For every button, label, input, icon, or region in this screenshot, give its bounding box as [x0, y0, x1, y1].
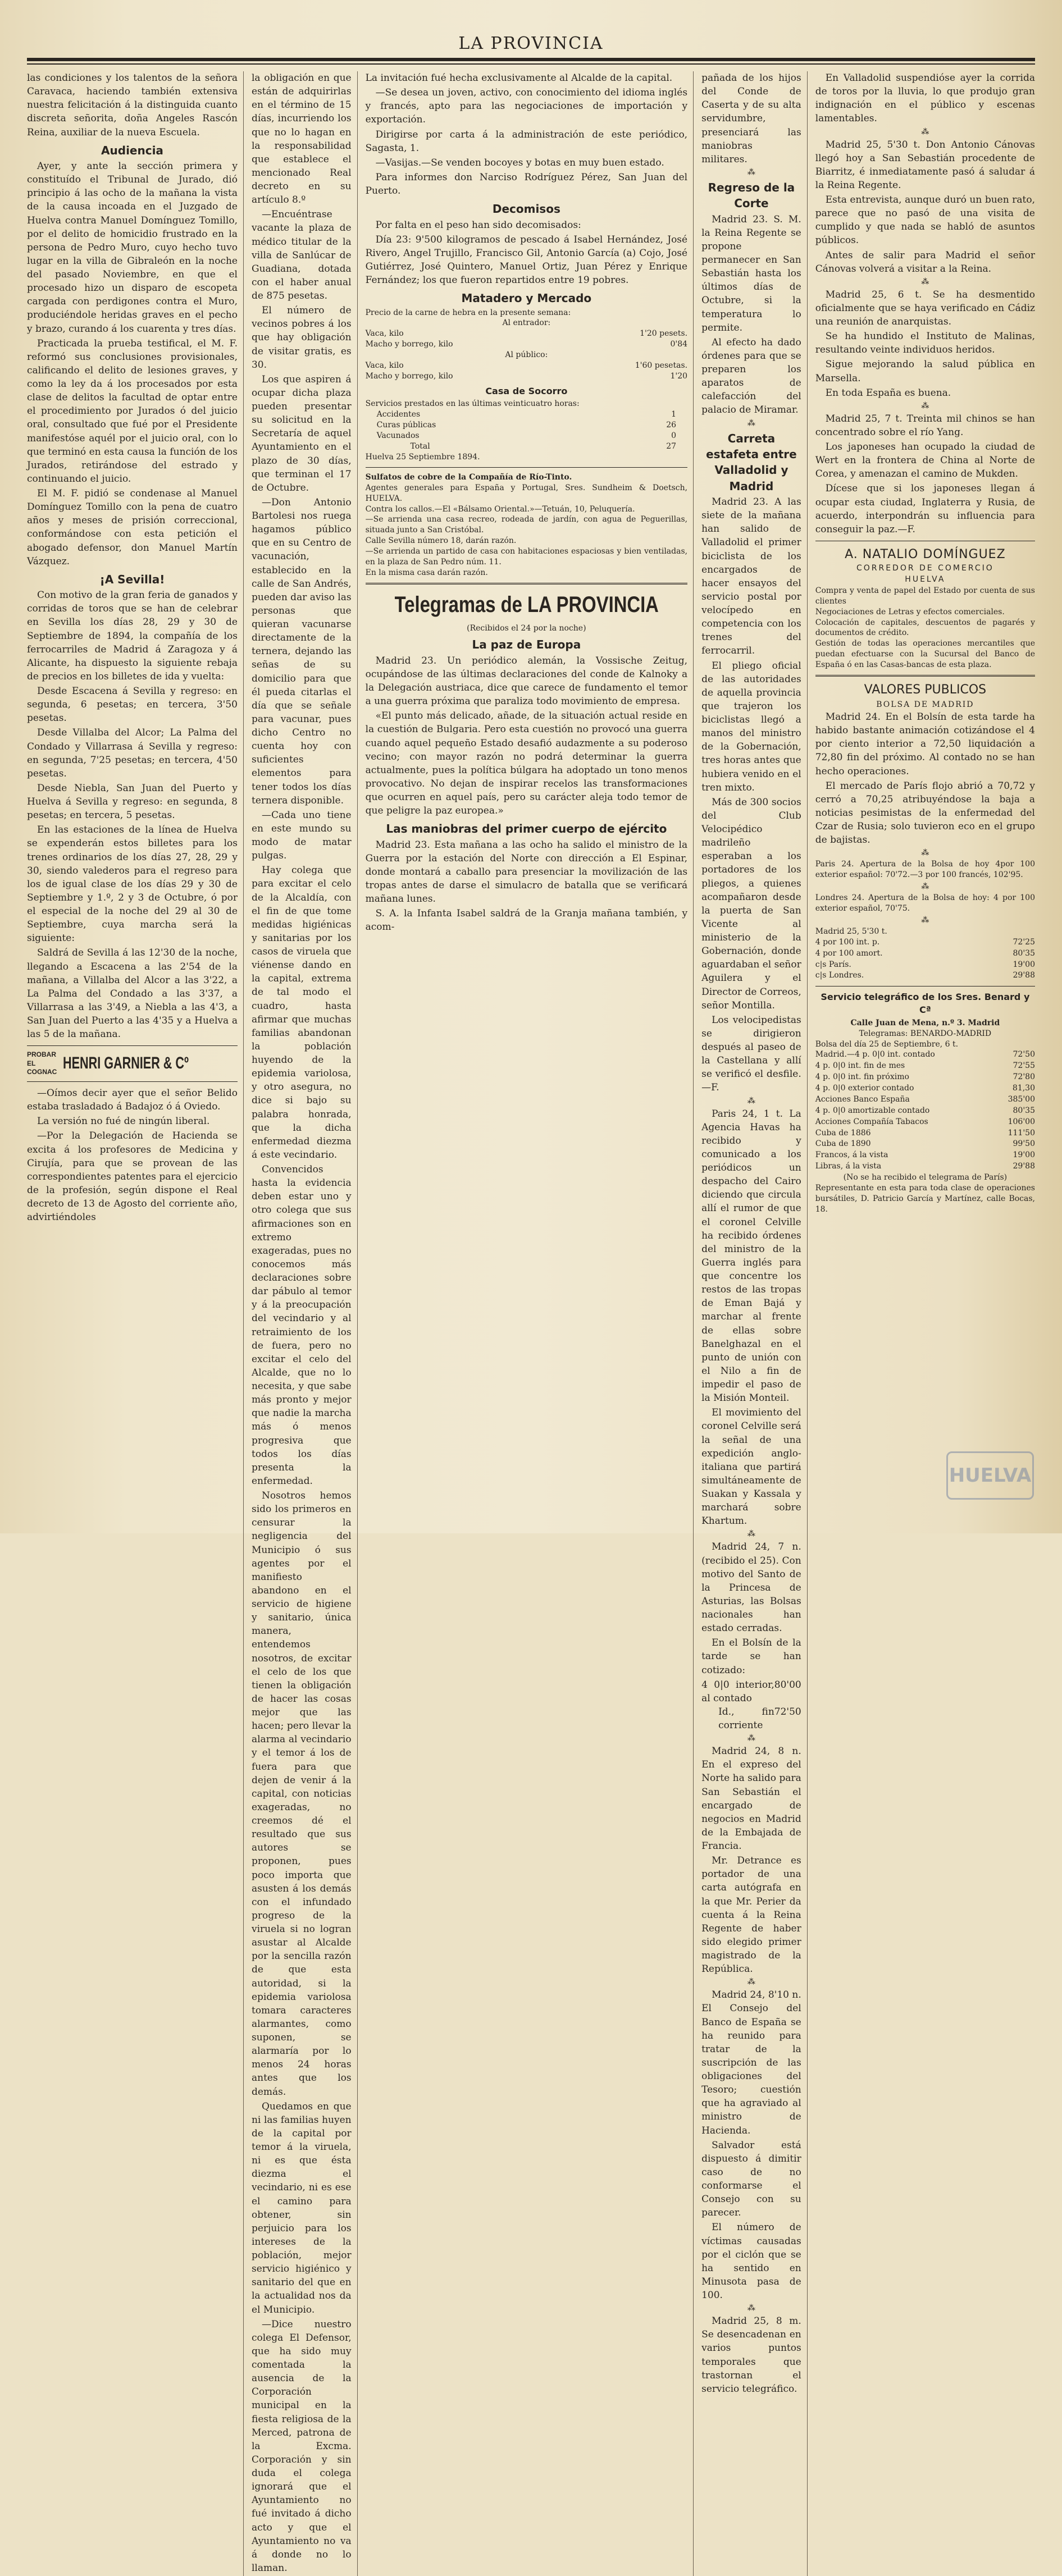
column-4 — [701, 71, 808, 2576]
price-row — [366, 371, 687, 382]
paragraph: Al efecto ha dado órdenes para que se preparen los aparatos de calefacción del palacio de Miramar. — [701, 336, 801, 416]
paragraph: —Se desea un joven, activo, con conocimiento del idioma inglés y francés, apto para las negociaciones de importación y exportación. — [365, 87, 688, 126]
columns — [27, 71, 1035, 2574]
matadero-intro: Precio de la carne de hebra en la presente semana: — [365, 308, 571, 317]
table-cell: 106'00 — [1008, 1117, 1035, 1126]
table-cell: 4 por 100 int. p. — [815, 937, 880, 947]
al-publico: Al público: — [505, 350, 548, 360]
quote-value: 80'00 — [774, 1679, 801, 1691]
ad-sulfatos-agentes: Agentes generales para España y Portugal, Sres. Sundheim & Doetsch, HUELVA. — [365, 483, 688, 503]
paragraph: Madrid 24. En el Bolsín de esta tarde ha habido bastante animación cotizándose el 4 por ciento interior a 72,50 liquidación a 72,80 fin del próximo. Al contado no se han hecho operaciones. — [815, 711, 1035, 777]
table-row — [815, 937, 1035, 948]
paragraph: El número de vecinos pobres á los que hay obligación de visitar gratis, es 30. — [251, 305, 352, 371]
asterism: ⁂ — [747, 1734, 755, 1743]
paragraph: Sigue mejorando la salud pública en Marsella. — [815, 359, 1035, 384]
paragraph: las condiciones y los talentos de la señora Caravaca, haciendo también extensiva nuestra felicitación á la distinguida cuanto discreta señorita, doña Angeles Rascón Reina, auxiliar de la nueva Escuela. — [27, 72, 238, 138]
asterism: ⁂ — [747, 418, 755, 428]
ad-arrienda-1: —Se arrienda una casa recreo, rodeada de jardín, con agua de Peguerillas, situada junto a San Cristóbal. — [365, 515, 688, 535]
paragraph: El pliego oficial de las autoridades de aquella provincia que trajeron los biciclistas llegó a manos del ministro de la Gobernación, tres horas antes que hubiera venido en el tren mixto. — [701, 660, 801, 793]
headline-sevilla: ¡A Sevilla! — [99, 572, 165, 586]
table-row — [815, 1049, 1035, 1061]
table-cell: 4 p. 0|0 int. fin próximo — [815, 1072, 909, 1082]
headline-socorro: Casa de Socorro — [485, 385, 568, 396]
price-label: Vaca, kilo — [365, 329, 404, 339]
divider — [366, 467, 687, 468]
price-value: 1'20 — [670, 371, 688, 381]
column-1 — [27, 71, 244, 2576]
headline-carreta: Carreta estafeta entre Valladolid y Madrid — [706, 431, 797, 493]
paragraph: Por falta en el peso han sido decomisados: — [375, 219, 581, 231]
paragraph: En las estaciones de la línea de Huelva se expenderán estos billetes para los trenes ordinarios de los días 27, 28, 29 y 30, siendo valederos para el regreso para los de igual clase de los días 29 y 30 de Septiembre y 1.º, 2 y 3 de Octubre, ó por el especial de la noche del 29 al 30 de Septiembre, cuya marcha será la siguiente: — [27, 824, 238, 944]
paragraph: Desde Villalba del Alcor; La Palma del Condado y Villarrasa á Sevilla y regreso: en segunda, 7'25 pesetas; en tercera, 4'50 pesetas. — [27, 727, 238, 779]
asterism: ⁂ — [747, 1977, 755, 1987]
table-row — [815, 960, 1035, 971]
asterism: ⁂ — [747, 1529, 755, 1539]
asterism: ⁂ — [921, 277, 929, 286]
table-row — [815, 1106, 1035, 1117]
paragraph: —Oímos decir ayer que el señor Belido estaba trasladado á Badajoz ó á Oviedo. — [27, 1088, 238, 1113]
headline-decomisos: Decomisos — [492, 202, 560, 216]
table-cell: 111'50 — [1008, 1128, 1035, 1138]
table-cell: 19'00 — [1013, 960, 1035, 969]
paragraph: Nosotros hemos sido los primeros en censurar la negligencia del Municipio ó sus agentes por el manifiesto abandono en el servicio de higiene y sanitario, única manera, entendemos nosotros, de excitar el celo de los que tienen la obligación de hacer las cosas mejor que las hacen; pero llevar la alarma al vecindario y el temor á los de fuera para que dejen de venir á la capital, con noticias exageradas, no creemos dé el resultado que sus autores se proponen, pues poco importa que asusten á los demás con el infundado progreso de la viruela si no logran asustar al Alcalde por la sencilla razón de que esta autoridad, si la epidemia variolosa tomara caracteres alarmantes, como suponen, se alarmaría por lo menos 24 horas antes que los demás. — [251, 1490, 352, 2098]
table-cell: 4 p. 0|0 amortizable contado — [815, 1106, 930, 1115]
paragraph: —Vasijas.—Se venden bocoyes y botas en muy buen estado. — [375, 157, 664, 168]
asterism: ⁂ — [747, 2304, 755, 2313]
asterism: ⁂ — [921, 915, 929, 925]
table-cell: 4 p. 0|0 int. fin de mes — [815, 1061, 905, 1071]
divider — [815, 675, 1035, 677]
paragraph: El movimiento del coronel Celville será la señal de una expedición anglo-italiana que partirá simultáneamente de Suakan y Kassala y marchará sobre Khartum. — [701, 1407, 801, 1527]
paragraph: Ayer, y ante la sección primera y constituído el Tribunal de Jurado, dió principio á las ocho de la mañana la vista de la causa incoada en el Juzgado de Huelva contra Manuel Domínguez Tomillo, por el delito de homicidio frustrado en la persona de Pedro Muro, cuyo hecho tuvo lugar en la villa de Gibraleón en la noche del pasado Noviembre, en que el procesado hizo un disparo de escopeta cargada con perdigones contra el Muro, produciéndole heridas graves en el pecho y brazo, curando á los cuarenta y tres días. — [27, 161, 238, 335]
paragraph: Más de 300 socios del Club Velocipédico madrileño esperaban a los portadores de los pliegos, a quienes acompañaron desde la puerta de San Vicente al ministerio de la Gobernación, donde aguardaban el señor Aguilera y el Director de Correos, señor Montilla. — [701, 796, 801, 1011]
paragraph: Quedamos en que ni las familias huyen de la capital por temor á la viruela, ni es que ésta diezma el vecindario, ni es ese el camino para obtener, sin perjuicio para los intereses de la población, mejor servicio higiénico y sanitario del que en la actualidad nos da el Municipio. — [251, 2100, 352, 2315]
table-row — [815, 1061, 1035, 1072]
price-row — [366, 339, 687, 350]
benard-telegram: Telegramas: BENARDO-MADRID — [859, 1029, 992, 1038]
table-cell: c|s París. — [815, 960, 851, 969]
table-cell: 81,30 — [1012, 1084, 1035, 1093]
paragraph: Para informes don Narciso Rodríguez Pérez, San Juan del Puerto. — [365, 171, 688, 197]
paragraph: —Por la Delegación de Hacienda se excita á los profesores de Medicina y Cirujía, para que se provean de las correspondientes patentes para el ejercicio de la profesión, según dispone el Real decreto de 13 de Agosto del corriente año, advirtiéndoles — [27, 1130, 238, 1223]
socorro-value: 0 — [671, 431, 677, 441]
paragraph: El mercado de París flojo abrió a 70,72 y cerró a 70,25 atribuyéndose la baja a noticias pesimistas de la enfermedad del Czar de Rusia; solo tuvieron eco en el grupo de bajistas. — [815, 780, 1035, 846]
benard-rep: Representante en esta para toda clase de operaciones bursátiles, D. Patricio García y Martínez, calle Bocas, 18. — [815, 1183, 1035, 1214]
socorro-value: 26 — [666, 421, 677, 430]
asterism: ⁂ — [921, 401, 929, 410]
paragraph: Dirigirse por carta á la administración de este periódico, Sagasta, 1. — [365, 129, 688, 154]
quote-label: Id., fin corriente — [718, 1706, 774, 1732]
table-row — [815, 1072, 1035, 1083]
paragraph: Madrid 25, 7 t. Treinta mil chinos se han concentrado sobre el río Yang. — [815, 413, 1035, 438]
paragraph: Hay colega que para excitar el celo de la Alcaldía, con el fin de que tome medidas higiénicas y sanitarias por los casos de viruela que viénense dando en la capital, extrema de tal modo el cuadro, hasta afirmar que muchas familias abandonan la población huyendo de la epidemia variolosa, y otro asegura, no dice si bajo su palabra honrada, que la dicha enfermedad diezma á este vecindario. — [251, 865, 352, 1161]
paragraph: Madrid 23. Un periódico alemán, la Vossische Zeitug, ocupándose de las últimas declaraciones del conde de Kalnoky a la Delegación austriaca, dice que carece de fundamento el temor a una guerra próxima que paraliza todo movimiento de empresa. — [365, 655, 688, 707]
paragraph: Madrid 24, 7 n. (recibido el 25). Con motivo del Santo de la Princesa de Asturias, las Bolsas nacionales han estado cerradas. — [701, 1541, 801, 1634]
asterism: ⁂ — [747, 167, 755, 177]
table-cell: 385'00 — [1008, 1094, 1035, 1104]
column-5 — [815, 71, 1035, 2576]
table-cell: 72'25 — [1013, 937, 1035, 947]
asterism: ⁂ — [921, 882, 929, 892]
paragraph: Madrid 25, 5'30 t. Don Antonio Cánovas llegó hoy a San Sebastián procedente de Biarritz, é inmediatamente pasó á saludar á la Reina Regente. — [815, 139, 1035, 191]
paragraph: Saldrá de Sevilla á las 12'30 de la noche, llegando a Escacena a las 2'54 de la mañana, a Villalba del Alcor a las 3'22, a La Palma del Condado a las 3'37, a Villarrasa a las 3'49, a Niebla a las 4'3, a San Juan del Puerto a las 4'35 y a Huelva a las 5 de la mañana. — [27, 947, 238, 1040]
column-3 — [366, 71, 694, 2576]
paragraph: Practicada la prueba testifical, el M. F. reformó sus conclusiones provisionales, calificando el delito de lesiones graves, y como la ley da á los procesados por esta clase de delitos la facultad de optar entre el procedimiento por Jurados ó del juicio oral, consultado que fué por el Presidente manifestóse aquél por el juicio oral, con lo que terminó en esta causa la función de los Jurados, retirándose del estrado y continuando el juicio. — [27, 337, 238, 485]
quote-label: 4 0|0 interior, al contado — [701, 1679, 774, 1704]
table-cell: Acciones Compañía Tabacos — [815, 1117, 928, 1126]
quote-row — [701, 1705, 801, 1732]
price-row — [366, 360, 687, 371]
benard-note: (No se ha recibido el telegrama de París) — [843, 1173, 1008, 1182]
table-row — [815, 948, 1035, 960]
headline-bolsa: BOLSA DE MADRID — [876, 700, 974, 710]
paragraph: Madrid 24, 8 n. En el expreso del Norte ha salido para San Sebastián el encargado de negocios en Madrid de la Embajada de Francia. — [701, 1746, 801, 1852]
corredor-line: Compra y venta de papel del Estado por cuenta de sus clientes — [815, 586, 1035, 606]
table-cell: c|s Londres. — [815, 971, 864, 980]
paragraph: pañada de los hijos del Conde de Caserta y de su alta servidumbre, presenciará las maniobras militares. — [701, 72, 801, 165]
table-cell: Cuba de 1886 — [815, 1128, 871, 1138]
headline-benard: Servicio telegráfico de los Sres. Benard y Cª — [821, 992, 1030, 1016]
table-cell: Francos, á la vista — [815, 1150, 888, 1160]
paragraph: —Cada uno tiene en este mundo su modo de matar pulgas. — [251, 809, 352, 862]
table-cell: 80'35 — [1013, 1106, 1035, 1115]
ad-arrienda-2b: En la misma casa darán razón. — [365, 568, 488, 577]
table-row — [815, 1083, 1035, 1094]
table-row — [815, 970, 1035, 981]
table-row — [815, 1150, 1035, 1161]
socorro-label: Accidentes — [376, 410, 421, 419]
benard-address: Calle Juan de Mena, n.º 3. Madrid — [850, 1018, 1000, 1027]
corredor-city: HUELVA — [905, 574, 946, 584]
paragraph: La invitación fué hecha exclusivamente al Alcalde de la capital. — [365, 72, 673, 84]
paragraph: El M. F. pidió se condenase al Manuel Domínguez Tomillo con la pena de cuatro años y meses de prisión correccional, conformándose con esta petición el abogado defensor, don Manuel Martín Vázquez. — [27, 488, 238, 567]
table-cell: Madrid.—4 p. 0|0 int. contado — [815, 1050, 935, 1059]
quote-value: 72'50 — [774, 1706, 801, 1718]
table-row — [815, 1117, 1035, 1128]
table-cell: Cuba de 1890 — [815, 1139, 871, 1149]
paragraph: Madrid 25, 8 m. Se desencadenan en varios puntos temporales que trastornan el servicio telegráfico. — [701, 2315, 801, 2395]
table-cell: 80'35 — [1013, 948, 1035, 958]
headline-paz: La paz de Europa — [472, 638, 581, 652]
paragraph: Madrid 23. S. M. la Reina Regente se propone permanecer en San Sebastián hasta los últimos días de Octubre, si la temperatura lo permite. — [701, 213, 801, 334]
socorro-total-label: Total — [410, 442, 430, 451]
price-label: Macho y borrego, kilo — [365, 371, 453, 381]
paragraph: Dícese que si los japoneses llegan á ocupar esta ciudad, Inglaterra y Rusia, de acuerdo, interpondrán su influencia para conseguir la paz.—F. — [815, 483, 1035, 535]
column-2 — [252, 71, 358, 2576]
masthead-rule-thin — [27, 63, 1035, 65]
paragraph: Madrid 25, 6 t. Se ha desmentido oficialmente que se haya verificado en Cádiz una reunión de anarquistas. — [815, 289, 1035, 327]
table-cell: 99'50 — [1013, 1139, 1035, 1149]
asterism: ⁂ — [921, 127, 929, 136]
benard-date: Bolsa del día 25 de Septiembre, 6 t. — [815, 1039, 959, 1049]
paragraph: El número de víctimas causadas por el ciclón que se ha sentido en Minusota pasa de 100. — [701, 2222, 801, 2301]
socorro-label: Vacunados — [376, 431, 420, 441]
paragraph: «El punto más delicado, añade, de la situación actual reside en la cuestión de Bulgaria. Pero esta cuestión no provocó una guerra cuando aquel pequeño Estado desafió audazmente a su poderoso vecino; con mayor razón no podrá determinar la guerra actualmente, pues la política búlgara ha adoptado un tono menos provocativo. No dejan de inspirar recelos las transformaciones que ocurren en aquel país, pero su carácter aleja todo temor de que peligre la paz europea.» — [365, 710, 688, 817]
paragraph: Antes de salir para Madrid el señor Cánovas volverá a visitar a la Reina. — [815, 249, 1035, 275]
price-value: 0'84 — [670, 340, 688, 349]
paragraph: La versión no fué de ningún liberal. — [37, 1116, 210, 1127]
al-entrador: Al entrador: — [502, 318, 551, 328]
table-row — [815, 1139, 1035, 1150]
paragraph: Los velocipedistas se dirigieron después al paseo de la Castellana y allí se verificó el desfile.—F. — [701, 1014, 801, 1094]
headline-valores: VALORES PUBLICOS — [864, 682, 987, 697]
telegramas-sub: (Recibidos el 24 por la noche) — [467, 623, 586, 633]
paragraph: —Don Antonio Bartolesi nos ruega hagamos público que en su Centro de vacunación, establecido en la calle de San Andrés, pueden dar aviso las personas que quieran vacunarse directamente de la ternera, dejando las señas de su domicilio para que él pueda citarlas el día que se señale para vacunar, pues dicho Centro no cuenta hoy con suficientes elementos para tener todos los días ternera disponible. — [251, 496, 352, 806]
library-stamp: HUELVA — [946, 1451, 1034, 1500]
paragraph: Madrid 23. Esta mañana a las ocho ha salido el ministro de la Guerra por la estación del Norte con dirección a El Espinar, donde montará a caballo para presenciar la movilización de las tropas antes de darse el simulacro de batalla que se verificará mañana lunes. — [365, 839, 688, 905]
corredor-line: Gestión de todas las operaciones mercantiles que puedan efectuarse con la Sucursal del Banco de España ó en las Casas-bancas de esta plaza. — [815, 639, 1035, 670]
paragraph: Con motivo de la gran feria de ganados y corridas de toros que se han de celebrar en Sevilla los días 28, 29 y 30 de Septiembre de 1894, la compañía de los ferrocarriles de Madrid á Zaragoza y á Alicante, ha dispuesto la siguiente rebaja de precios en los billetes de ida y vuelta: — [27, 590, 238, 682]
socorro-total — [366, 441, 687, 452]
table-cell: Libras, á la vista — [815, 1162, 882, 1171]
ad-arrienda-1b: Calle Sevilla número 18, darán razón. — [365, 536, 517, 546]
m25-table — [815, 937, 1035, 982]
paragraph: Mr. Detrance es portador de una carta autógrafa en la que Mr. Perier da cuenta á la Reina Regente de haber sido elegido primer magistrado de la República. — [701, 1855, 801, 1975]
price-row — [366, 328, 687, 339]
ad-sulfatos: Sulfatos de cobre de la Compañía de Río-Tinto. — [365, 472, 572, 482]
table-cell: 29'88 — [1013, 1162, 1035, 1171]
table-row — [815, 1128, 1035, 1139]
ad-garnier-label: PROBAR EL COGNAC — [27, 1051, 57, 1076]
price-label: Vaca, kilo — [365, 360, 404, 370]
londres-quote: Londres 24. Apertura de la Bolsa de hoy: 4 por 100 exterior español, 70'75. — [815, 893, 1035, 914]
price-label: Macho y borrego, kilo — [365, 340, 453, 349]
paragraph: En el Bolsín de la tarde se han cotizado: — [701, 1637, 801, 1676]
paragraph: S. A. la Infanta Isabel saldrá de la Granja mañana también, y acom- — [365, 908, 688, 933]
paragraph: En Valladolid suspendióse ayer la corrida de toros por la lluvia, lo que produjo gran indignación en el público y escenas lamentables. — [815, 72, 1035, 125]
ad-callos: Contra los callos.—El «Bálsamo Oriental.»—Tetuán, 10, Peluquería. — [365, 504, 635, 514]
table-row — [815, 1161, 1035, 1172]
corredor-line: Negociaciones de Letras y efectos comerciales. — [815, 607, 1005, 616]
paragraph: —Dice nuestro colega El Defensor, que ha sido muy comentada la ausencia de la Corporación municipal en la fiesta religiosa de la Merced, patrona de la Excma. Corporación y sin duda el colega ignorará que el Ayuntamiento no fué invitado á dicho acto y que el Ayuntamiento no va á donde no lo llaman. — [251, 2318, 352, 2574]
date-line: Huelva 25 Septiembre 1894. — [365, 452, 480, 462]
table-cell: 4 p. 0|0 exterior contado — [815, 1084, 914, 1093]
masthead-rule — [27, 58, 1035, 61]
paragraph: En toda España es buena. — [825, 387, 951, 399]
paragraph: la obligación en que están de adquirirlas en el término de 15 días, incurriendo los que no lo hagan en la responsabilidad que establece el mencionado Real decreto en su artículo 8.º — [251, 72, 352, 206]
paragraph: Paris 24, 1 t. La Agencia Havas ha recibido y comunicado a los periódicos un despacho del Cairo diciendo que circula allí el rumor de que el coronel Celville ha recibido órdenes del ministro de la Guerra inglés para que concentre los restos de las tropas de Eman Bajá y marchar al frente de ellas sobre Banelghazal en el punto de unión con el Nilo a fin de impedir el paso de la Misión Monteil. — [701, 1108, 801, 1404]
table-cell: 29'88 — [1013, 971, 1035, 980]
asterism: ⁂ — [921, 848, 929, 858]
paragraph: Se ha hundido el Instituto de Malinas, resultando veinte individuos heridos. — [815, 331, 1035, 356]
headline-maniobras: Las maniobras del primer cuerpo de ejército — [386, 822, 667, 836]
paragraph: Esta entrevista, aunque duró un buen rato, parece que no pasó de una visita de cumplido y que nada se habló de asuntos públicos. — [815, 194, 1035, 246]
masthead: LA PROVINCIA — [458, 34, 604, 53]
socorro-row — [366, 420, 687, 431]
paragraph: —Encuéntrase vacante la plaza de médico titular de la villa de Sanlúcar de Guadiana, dotada con el haber anual de 875 pesetas. — [251, 209, 352, 302]
paragraph: Los que aspiren á ocupar dicha plaza pueden presentar su solicitud en la Secretaría de aquel Ayuntamiento en el plazo de 30 días, que terminan el 17 de Octubre. — [251, 373, 352, 494]
corredor-title: CORREDOR DE COMERCIO — [856, 564, 994, 573]
headline-audiencia: Audiencia — [101, 143, 163, 157]
divider — [366, 583, 687, 584]
price-value: 1'60 pesetas. — [635, 360, 688, 370]
price-value: 1'20 pesets. — [640, 329, 688, 339]
corredor-line: Colocación de capitales, descuentos de pagarés y documentos de crédito. — [815, 618, 1035, 638]
ad-garnier — [27, 1045, 238, 1082]
paragraph: Desde Escacena á Sevilla y regreso: en segunda, 6 pesetas; en tercera, 3'50 pesetas. — [27, 686, 238, 724]
table-row — [815, 1094, 1035, 1106]
benard-table — [815, 1049, 1035, 1172]
table-cell: 72'55 — [1013, 1061, 1035, 1071]
asterism: ⁂ — [747, 1096, 755, 1106]
headline-matadero: Matadero y Mercado — [461, 291, 592, 305]
headline-regreso: Regreso de la Corte — [708, 180, 795, 211]
paragraph: Desde Niebla, San Juan del Puerto y Huelva á Sevilla y regreso: en segunda, 8 pesetas; en tercera, 5 pesetas. — [27, 782, 238, 821]
paragraph: Convencidos hasta la evidencia deben estar uno y otro colega que sus afirmaciones son en extremo exageradas, pues no conocemos más declaraciones sobre dar pábulo al temor y á la preocupación del vecindario y al retraimiento de los de fuera, pero no excitar el celo del Alcalde, que no lo necesita, y que sabe más pronto y mejor que nadie la marcha más ó menos progresiva que todos los días presenta la enfermedad. — [251, 1164, 352, 1487]
table-cell: 4 por 100 amort. — [815, 948, 883, 958]
socorro-row — [366, 431, 687, 441]
table-cell: 19'00 — [1013, 1150, 1035, 1160]
socorro-label: Curas públicas — [376, 421, 436, 430]
paris-quote: Paris 24. Apertura de la Bolsa de hoy 4por 100 exterior español: 70'72.—3 por 100 francés, 102'95. — [815, 860, 1035, 880]
socorro-value: 1 — [671, 410, 677, 419]
paragraph: Madrid 23. A las siete de la mañana han salido de Valladolid el primer biciclista de los encargados de hacer ensayos del servicio postal por velocípedo en competencia con los trenes del ferrocarril. — [701, 496, 801, 657]
quote-row — [701, 1678, 801, 1705]
corredor-name: A. NATALIO DOMÍNGUEZ — [845, 547, 1006, 561]
table-cell: 72'80 — [1013, 1072, 1035, 1082]
table-cell: Acciones Banco España — [815, 1094, 910, 1104]
telegramas-headline: Telegramas de LA PROVINCIA — [394, 592, 659, 617]
socorro-row — [366, 409, 687, 420]
paragraph: Madrid 24, 8'10 n. El Consejo del Banco de España se ha reunido para tratar de la suscripción de las obligaciones del Tesoro; cuestión que ha agraviado al ministro de Hacienda. — [701, 1989, 801, 2136]
ad-arrienda-2: —Se arrienda un partido de casa con habitaciones espaciosas y bien ventiladas, en la plaza de San Pedro núm. 11. — [365, 547, 688, 567]
socorro-intro: Servicios prestados en las últimas veinticuatro horas: — [365, 399, 580, 409]
socorro-total-value: 27 — [666, 442, 677, 451]
paragraph: Salvador está dispuesto á dimitir caso de no conformarse el Consejo con su parecer. — [701, 2139, 801, 2219]
table-cell: 72'50 — [1013, 1050, 1035, 1059]
paragraph: Los japoneses han ocupado la ciudad de Wert en la frontera de China al Norte de Corea, y amenazan el camino de Mukden. — [815, 441, 1035, 480]
paragraph: Día 23: 9'500 kilogramos de pescado á Isabel Hernández, José Rivero, Angel Trujillo, Francisco Gil, Antonio García (a) Cojo, José Gutiérrez, José Quintero, Manuel Ortiz, Juan Pérez y Enrique Fernández; los que fueron repartidos entre 19 pobres. — [365, 234, 688, 286]
ad-garnier-brand: HENRI GARNIER & Cº — [63, 1054, 189, 1073]
m25-head: Madrid 25, 5'30 t. — [815, 926, 887, 936]
